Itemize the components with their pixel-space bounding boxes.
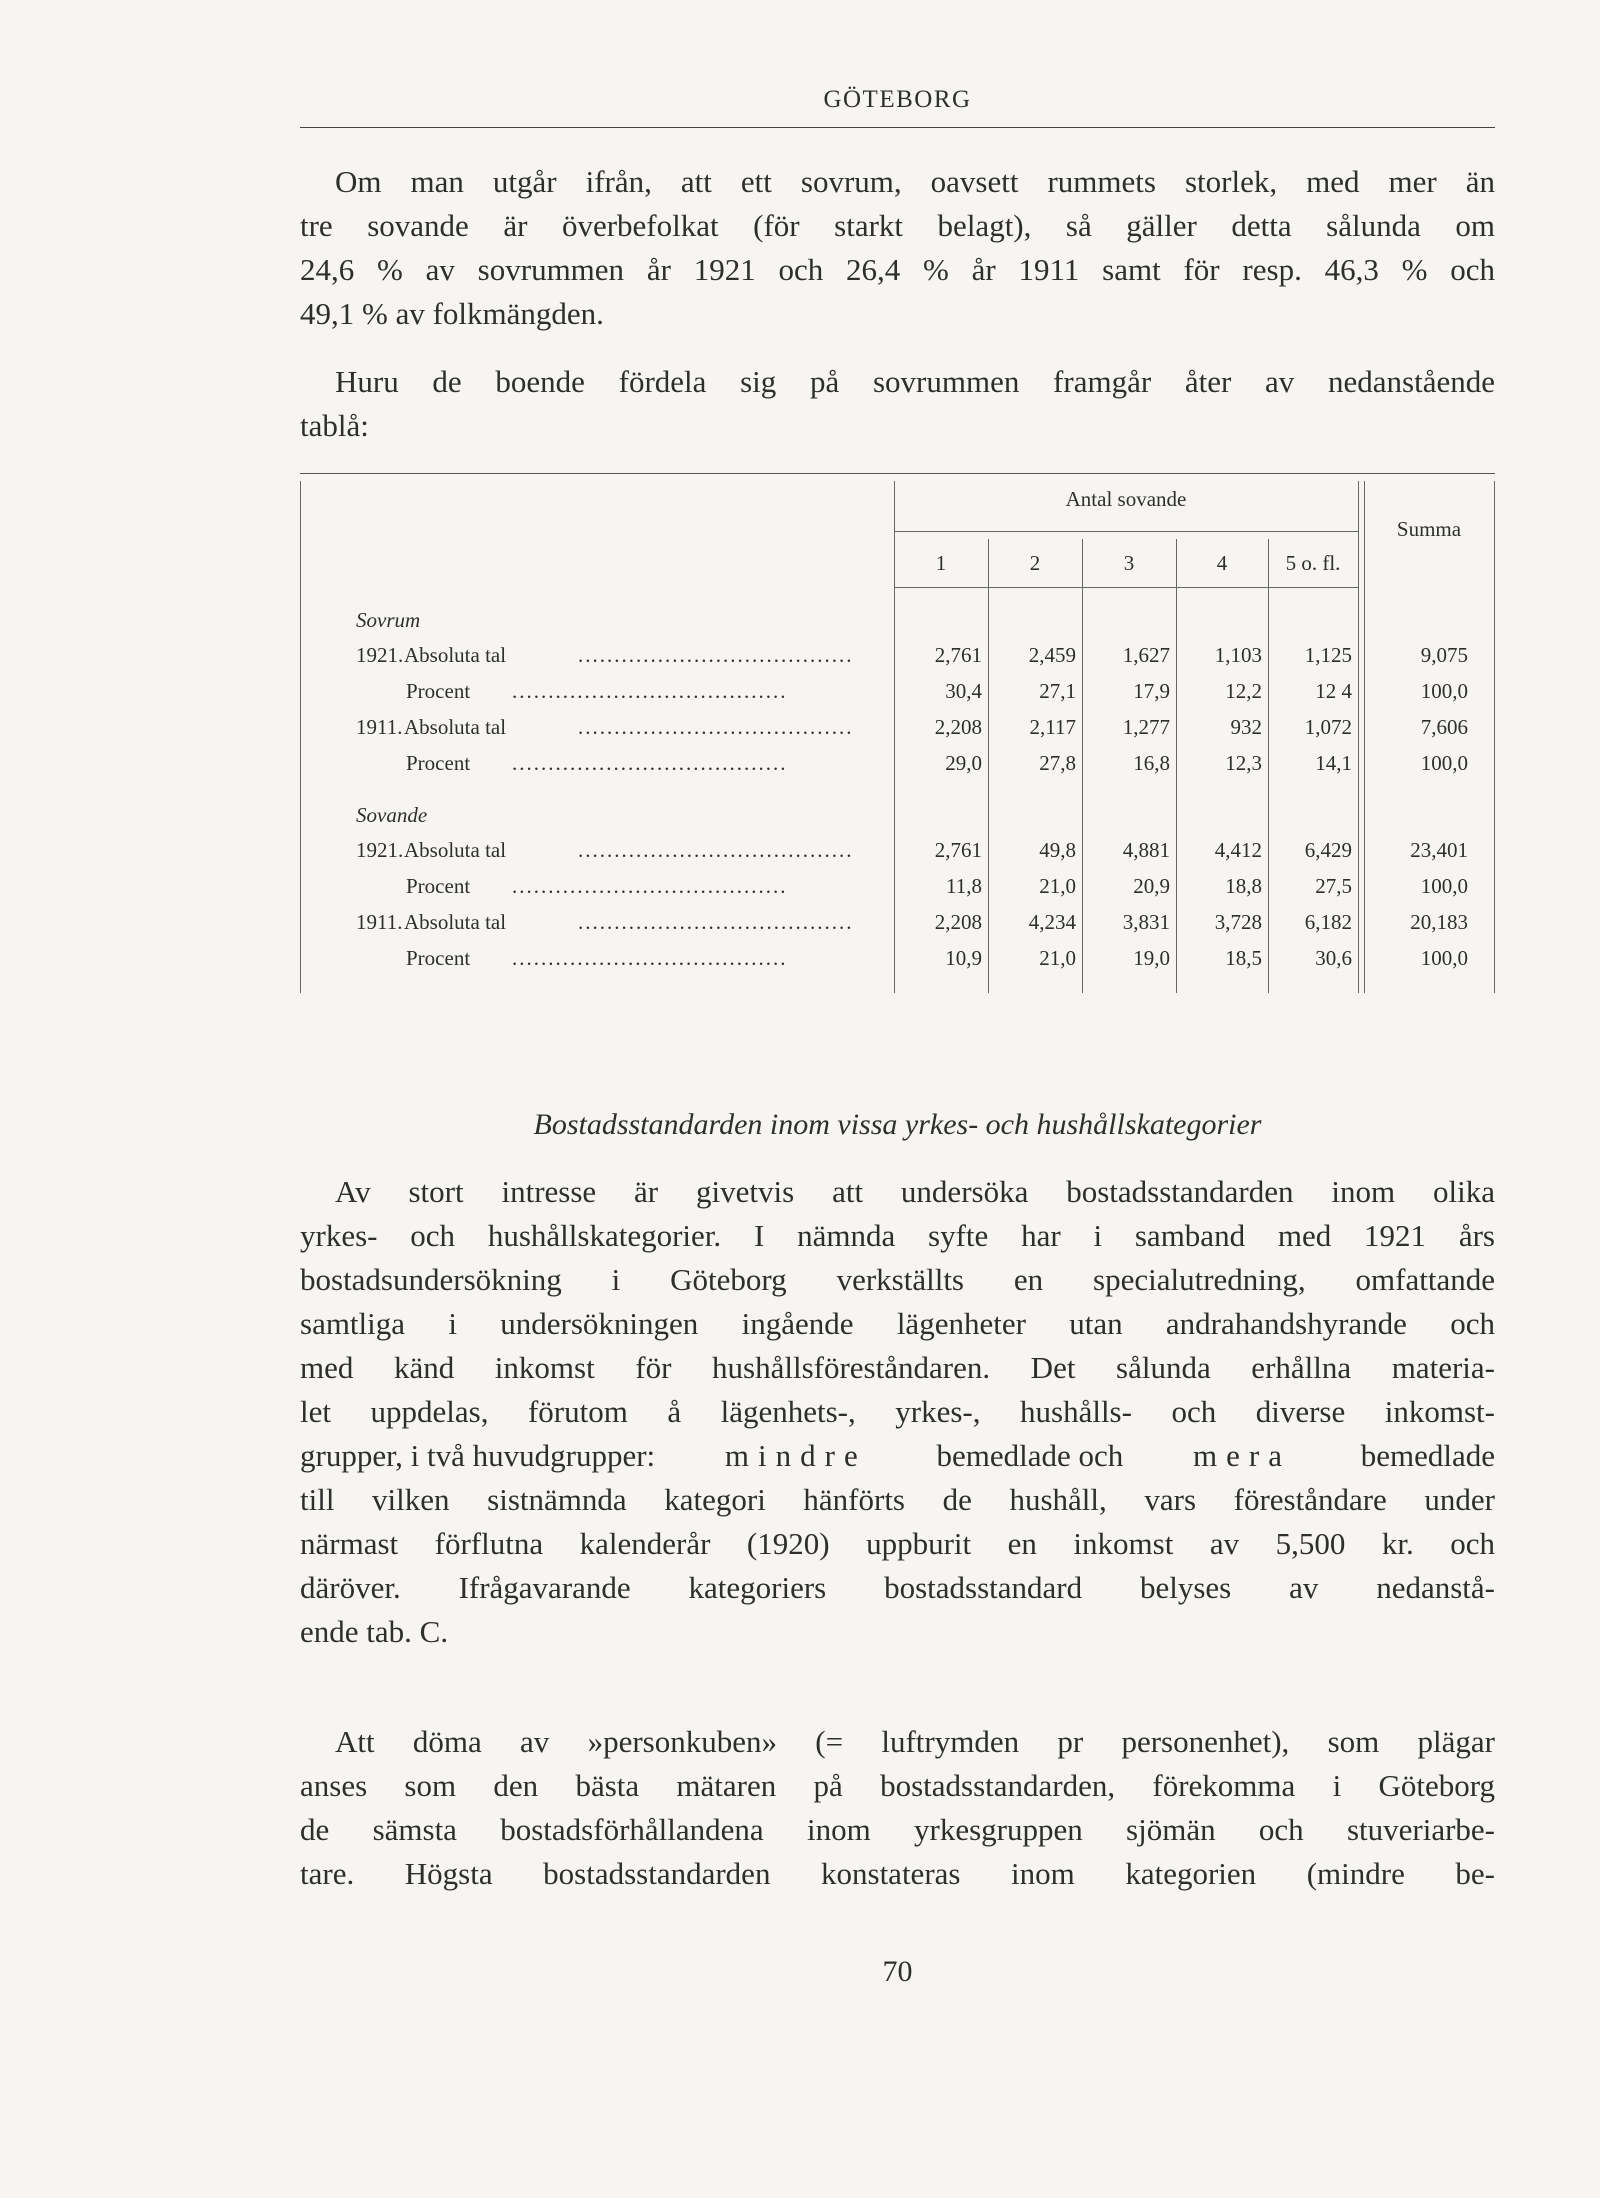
leader-dots: ......................................: [578, 715, 854, 739]
row-label: Absoluta tal: [404, 643, 507, 667]
text-span: Att döma av »personkuben» (= luftrymden pr personenhet), som plägar: [335, 1724, 1495, 1759]
text-line: anses som den bästa mätaren på bostadsstandarden, förekomma i Göteborg: [300, 1768, 1495, 1803]
emphasis-mindre: mindre: [724, 1438, 867, 1473]
text-line: samtliga i undersökningen ingående lägenheter utan andrahandshyrande och: [300, 1306, 1495, 1341]
row-label: Procent: [406, 946, 471, 970]
section-title-sovrum: Sovrum: [356, 608, 421, 632]
text-line: till vilken sistnämnda kategori hänförts de hushåll, vars föreståndare under: [300, 1482, 1495, 1517]
table-cell: 2,208: [934, 910, 982, 934]
table-cell: 1,277: [1122, 715, 1170, 739]
section-heading: Bostadsstandarden inom vissa yrkes- och hushållskategorier: [533, 1108, 1262, 1141]
column-divider: [1358, 481, 1359, 993]
table-cell: 6,429: [1304, 838, 1352, 862]
text-line: 49,1 % av folkmängden.: [300, 296, 604, 331]
summa-cell: 100,0: [1420, 679, 1468, 703]
table-cell: 4,234: [1028, 910, 1076, 934]
table-left-border: [300, 481, 301, 993]
text-line: de sämsta bostadsförhållandena inom yrkesgruppen sjömän och stuveriarbe-: [300, 1812, 1495, 1847]
section-title-sovande: Sovande: [356, 803, 428, 827]
text-span: bemedlade och: [936, 1438, 1124, 1473]
table-right-border: [1494, 481, 1495, 993]
leader-dots: ......................................: [512, 946, 788, 970]
summa-cell: 100,0: [1420, 874, 1468, 898]
text-line: yrkes- och hushållskategorier. I nämnda syfte har i samband med 1921 års: [300, 1218, 1495, 1253]
column-header: 1: [935, 551, 947, 575]
table-cell: 4,881: [1122, 838, 1170, 862]
text-line: [300, 1720, 1495, 1764]
text-line: let uppdelas, förutom å lägenhets-, yrkes-, hushålls- och diverse inkomst-: [300, 1394, 1495, 1429]
leader-dots: ......................................: [578, 643, 854, 667]
emphasis-mera: mera: [1193, 1438, 1291, 1473]
summa-cell: 100,0: [1420, 946, 1468, 970]
column-header: 2: [1029, 551, 1041, 575]
table-cell: 2,459: [1028, 643, 1076, 667]
table-cell: 932: [1230, 715, 1262, 739]
table-cell: 12 4: [1315, 679, 1352, 703]
text-span: Huru de boende fördela sig på sovrummen framgår åter av nedanstående: [335, 364, 1495, 399]
column-divider: [1268, 539, 1269, 993]
table-cell: 1,103: [1214, 643, 1262, 667]
table-cell: 17,9: [1133, 679, 1170, 703]
leader-dots: ......................................: [578, 838, 854, 862]
row-label: Procent: [406, 679, 471, 703]
antal-sovande-header: Antal sovande: [1065, 487, 1187, 511]
table-cell: 16,8: [1133, 751, 1170, 775]
table-cell: 27,1: [1039, 679, 1076, 703]
text-line: [300, 360, 1495, 404]
sleeping-distribution-table: [300, 473, 1495, 993]
text-line: däröver. Ifrågavarande kategoriers bostadsstandard belyses av nedanstå-: [300, 1570, 1495, 1605]
text-line: [300, 1170, 1495, 1214]
column-header: 4: [1216, 551, 1228, 575]
table-top-rule: [300, 473, 1495, 474]
table-cell: 2,761: [934, 838, 982, 862]
table-cell: 3,728: [1214, 910, 1262, 934]
table-cell: 21,0: [1039, 946, 1076, 970]
text-line: tre sovande är överbefolkat (för starkt belagt), så gäller detta sålunda om: [300, 208, 1495, 243]
running-header: GÖTEBORG: [823, 86, 972, 113]
text-line: [300, 1434, 1495, 1478]
text-span: grupper, i två huvudgrupper:: [300, 1438, 656, 1473]
leader-dots: ......................................: [512, 679, 788, 703]
table-cell: 6,182: [1304, 910, 1352, 934]
summa-cell: 20,183: [1410, 910, 1468, 934]
summa-cell: 9,075: [1420, 643, 1468, 667]
leader-dots: ......................................: [578, 910, 854, 934]
row-label: Absoluta tal: [404, 715, 507, 739]
table-cell: 2,208: [934, 715, 982, 739]
leader-dots: ......................................: [512, 874, 788, 898]
text-line: närmast förflutna kalenderår (1920) uppburit en inkomst av 5,500 kr. och: [300, 1526, 1495, 1561]
text-line: 24,6 % av sovrummen år 1921 och 26,4 % år 1911 samt för resp. 46,3 % och: [300, 252, 1495, 287]
table-cell: 30,4: [945, 679, 982, 703]
paragraph-4: [300, 1720, 1495, 1896]
summa-cell: 7,606: [1420, 715, 1468, 739]
summa-cell: 23,401: [1410, 838, 1468, 862]
row-label: Absoluta tal: [404, 838, 507, 862]
table-cell: 3,831: [1122, 910, 1170, 934]
column-divider: [1364, 481, 1365, 993]
table-cell: 18,8: [1225, 874, 1262, 898]
table-cell: 14,1: [1315, 751, 1352, 775]
text-span: bemedlade: [1360, 1438, 1495, 1473]
table-cell: 11,8: [946, 874, 982, 898]
summa-cell: 100,0: [1420, 751, 1468, 775]
table-cell: 10,9: [945, 946, 982, 970]
table-cell: 29,0: [945, 751, 982, 775]
paragraph-3: [300, 1170, 1495, 1654]
table-cell: 27,8: [1039, 751, 1076, 775]
leader-dots: ......................................: [512, 751, 788, 775]
table-cell: 21,0: [1039, 874, 1076, 898]
text-line: [300, 160, 1495, 204]
table-cell: 12,2: [1225, 679, 1262, 703]
row-year: 1911.: [356, 715, 403, 739]
table-cell: 18,5: [1225, 946, 1262, 970]
column-header-rule: [894, 587, 1358, 588]
paragraph-2: [300, 360, 1495, 448]
column-divider: [1176, 539, 1177, 993]
column-header: 5 o. fl.: [1285, 551, 1341, 575]
column-header: 3: [1123, 551, 1135, 575]
text-line: tare. Högsta bostadsstandarden konstateras inom kategorien (mindre be-: [300, 1856, 1495, 1891]
header-rule: [300, 127, 1495, 128]
table-cell: 1,072: [1304, 715, 1352, 739]
text-span: Om man utgår ifrån, att ett sovrum, oavsett rummets storlek, med mer än: [335, 164, 1495, 199]
table-cell: 1,627: [1122, 643, 1170, 667]
text-line: tablå:: [300, 408, 369, 443]
paragraph-1: [300, 160, 1495, 336]
row-year: 1921.: [356, 643, 404, 667]
text-span: Av stort intresse är givetvis att undersöka bostadsstandarden inom olika: [335, 1174, 1495, 1209]
summa-header: Summa: [1396, 517, 1462, 541]
table-cell: 49,8: [1039, 838, 1076, 862]
table-cell: 30,6: [1315, 946, 1352, 970]
text-line: med känd inkomst för hushållsföreståndaren. Det sålunda erhållna materia-: [300, 1350, 1495, 1385]
column-divider: [988, 539, 989, 993]
table-cell: 19,0: [1133, 946, 1170, 970]
table-cell: 27,5: [1315, 874, 1352, 898]
column-divider: [1082, 539, 1083, 993]
row-year: 1911.: [356, 910, 403, 934]
table-cell: 1,125: [1304, 643, 1352, 667]
page-number: 70: [882, 1955, 913, 1988]
row-label: Procent: [406, 751, 471, 775]
table-cell: 2,761: [934, 643, 982, 667]
table-cell: 20,9: [1133, 874, 1170, 898]
group-header-rule: [894, 531, 1358, 532]
text-line: bostadsundersökning i Göteborg verkställts en specialutredning, omfattande: [300, 1262, 1495, 1297]
row-year: 1921.: [356, 838, 404, 862]
row-label: Procent: [406, 874, 471, 898]
table-cell: 2,117: [1029, 715, 1076, 739]
text-line: ende tab. C.: [300, 1614, 449, 1649]
table-cell: 12,3: [1225, 751, 1262, 775]
row-label: Absoluta tal: [404, 910, 507, 934]
table-cell: 4,412: [1214, 838, 1262, 862]
